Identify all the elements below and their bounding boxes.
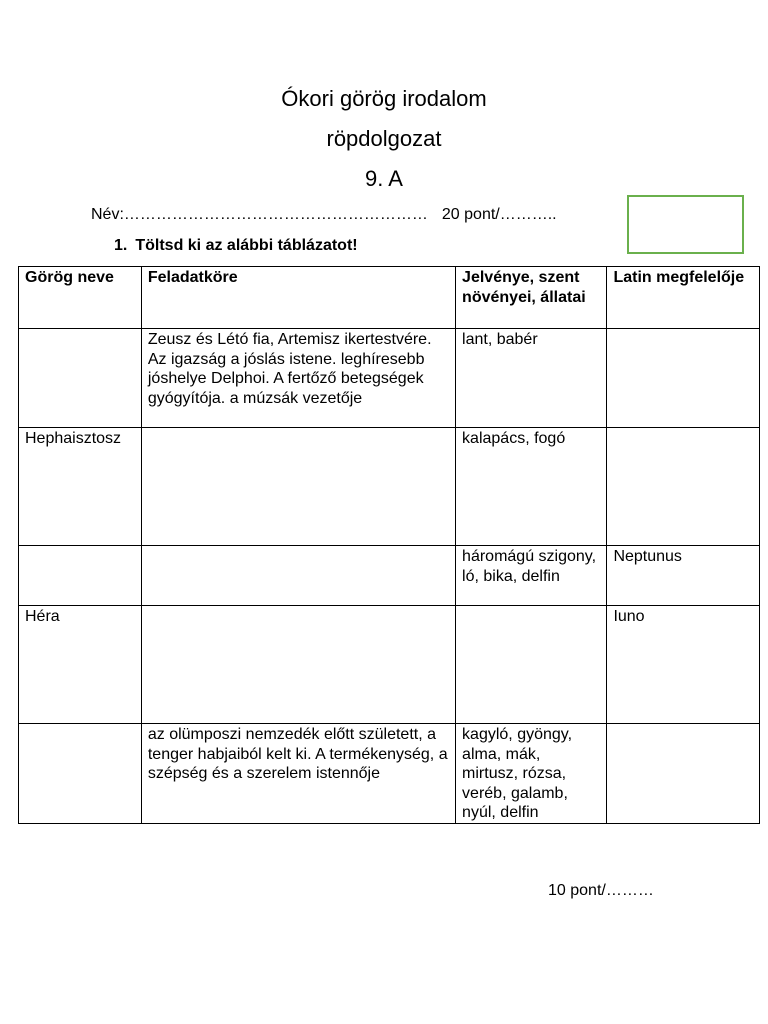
- name-line: [91, 206, 557, 224]
- document-title: Ókori görög irodalom: [281, 86, 487, 111]
- score-box: [627, 195, 744, 254]
- cell-role: [141, 606, 455, 724]
- header-greek-name: Görög neve: [19, 267, 142, 329]
- cell-symbols: kagyló, gyöngy, alma, mák, mirtusz, rózsa, veréb, galamb, nyúl, delfin: [456, 724, 607, 824]
- header-symbols: Jelvénye, szent növényei, állatai: [456, 267, 607, 329]
- table-row: [19, 724, 760, 824]
- cell-symbols: [456, 606, 607, 724]
- header-role: Feladatköre: [141, 267, 455, 329]
- points-field: 20 pont/………..: [441, 206, 557, 223]
- cell-role: [141, 546, 455, 606]
- cell-symbols: háromágú szigony, ló, bika, delfin: [456, 546, 607, 606]
- cell-greek-name: Héra: [19, 606, 142, 724]
- cell-greek-name: [19, 546, 142, 606]
- name-field: Név:…………………………………………………: [91, 206, 428, 223]
- table-header-row: [19, 267, 760, 329]
- table-row: [19, 546, 760, 606]
- cell-greek-name: Hephaisztosz: [19, 428, 142, 546]
- task-text: Töltsd ki az alábbi táblázatot!: [135, 237, 358, 254]
- table-row: [19, 606, 760, 724]
- cell-latin-name: Neptunus: [607, 546, 760, 606]
- cell-symbols: lant, babér: [456, 329, 607, 428]
- footer-points: 10 pont/………: [548, 882, 654, 899]
- class-label: 9. A: [365, 166, 403, 191]
- table-row: [19, 329, 760, 428]
- cell-greek-name: [19, 724, 142, 824]
- document-subtitle: röpdolgozat: [326, 126, 442, 151]
- gods-table: [18, 266, 760, 824]
- table-row: [19, 428, 760, 546]
- cell-latin-name: [607, 724, 760, 824]
- cell-role: az olümposzi nemzedék előtt született, a tenger habjaiból kelt ki. A termékenység, a szépség és a szerelem istennője: [141, 724, 455, 824]
- task-number: 1.: [114, 237, 128, 254]
- cell-latin-name: [607, 428, 760, 546]
- cell-latin-name: [607, 329, 760, 428]
- cell-greek-name: [19, 329, 142, 428]
- cell-role: Zeusz és Létó fia, Artemisz ikertestvére. Az igazság a jóslás istene. leghíresebb jóshelye Delphoi. A fertőző betegségek gyógyítója. a múzsák vezetője: [141, 329, 455, 428]
- header-latin-name: Latin megfelelője: [607, 267, 760, 329]
- cell-symbols: kalapács, fogó: [456, 428, 607, 546]
- cell-latin-name: Iuno: [607, 606, 760, 724]
- task-instruction: [114, 237, 358, 255]
- cell-role: [141, 428, 455, 546]
